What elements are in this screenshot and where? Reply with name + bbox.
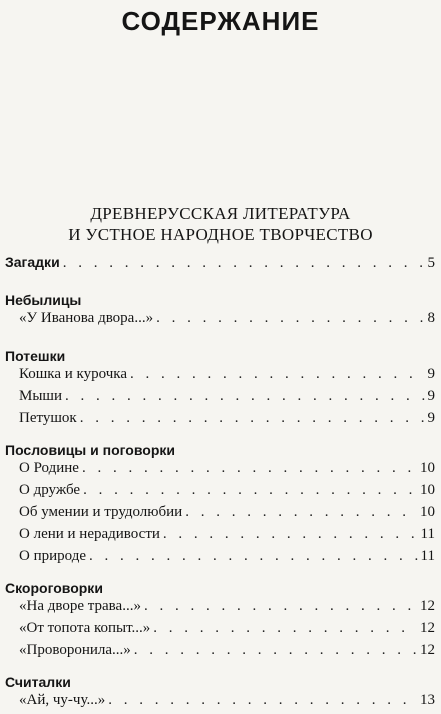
table-of-contents: [5, 254, 435, 714]
toc-group-counting-rhymes: [5, 672, 435, 714]
toc-entry[interactable]: [5, 310, 435, 332]
toc-entry-label: Мыши: [19, 388, 62, 404]
page-number: 9: [427, 366, 435, 382]
dot-leader: [134, 642, 417, 659]
toc-entry-label: О Родине: [19, 460, 79, 476]
toc-heading: Небылицы: [5, 292, 82, 308]
toc-entry[interactable]: [5, 460, 435, 482]
dot-leader: [89, 548, 418, 565]
toc-entry-label: «На дворе трава...»: [19, 598, 141, 614]
toc-entry-label: Петушок: [19, 410, 77, 426]
toc-entry-label: Кошка и курочка: [19, 366, 128, 382]
dot-leader: [130, 366, 424, 383]
toc-entry-label: Об умении и трудолюбии: [19, 504, 183, 520]
toc-entry-label: О лени и нерадивости: [19, 526, 160, 542]
page-number: 10: [420, 460, 435, 476]
toc-entry[interactable]: [5, 388, 435, 410]
page-number: 10: [420, 482, 435, 498]
dot-leader: [82, 460, 417, 477]
toc-group-proverbs: [5, 440, 435, 570]
toc-entry[interactable]: [5, 482, 435, 504]
dot-leader: [185, 504, 417, 521]
toc-entry[interactable]: [5, 410, 435, 432]
dot-leader: [80, 410, 425, 427]
page-number: 9: [427, 388, 435, 404]
page-number: 12: [420, 642, 435, 658]
toc-entry[interactable]: [5, 366, 435, 388]
dot-leader: [156, 310, 424, 327]
toc-entry-label: О дружбе: [19, 482, 81, 498]
toc-heading: Пословицы и поговорки: [5, 442, 175, 458]
toc-entry-label: «У Иванова двора...»: [19, 310, 154, 326]
page-number: 11: [420, 526, 435, 542]
section-title-line-1: ДРЕВНЕРУССКАЯ ЛИТЕРАТУРА: [90, 204, 351, 223]
dot-leader: [65, 388, 425, 405]
toc-heading: Загадки: [5, 254, 60, 270]
dot-leader: [144, 598, 417, 615]
section-title-line-2: И УСТНОЕ НАРОДНОЕ ТВОРЧЕСТВО: [68, 225, 373, 244]
dot-leader: [63, 255, 425, 272]
toc-group-riddles: [5, 254, 435, 276]
page-number: 8: [427, 310, 435, 326]
page-title: СОДЕРЖАНИЕ: [121, 6, 320, 36]
toc-entry-label: О природе: [19, 548, 86, 564]
toc-group-nursery-rhymes: [5, 346, 435, 432]
toc-entry[interactable]: [5, 254, 435, 276]
toc-heading: Потешки: [5, 348, 66, 364]
toc-entry-label: «От топота копыт...»: [19, 620, 151, 636]
dot-leader: [108, 692, 417, 709]
toc-heading: Скороговорки: [5, 580, 103, 596]
toc-entry[interactable]: [5, 620, 435, 642]
toc-entry-label: «Ай, чу-чу...»: [19, 692, 106, 708]
toc-group-nonsense: [5, 290, 435, 332]
page-number: 13: [420, 692, 435, 708]
page-number: 11: [420, 548, 435, 564]
toc-group-tongue-twisters: [5, 578, 435, 664]
toc-entry[interactable]: [5, 548, 435, 570]
toc-heading: Считалки: [5, 674, 71, 690]
toc-entry[interactable]: [5, 642, 435, 664]
toc-entry[interactable]: [5, 504, 435, 526]
dot-leader: [83, 482, 417, 499]
toc-entry-label: «Проворонила...»: [19, 642, 131, 658]
toc-entry[interactable]: [5, 692, 435, 714]
toc-entry[interactable]: [5, 526, 435, 548]
dot-leader: [163, 526, 418, 543]
page-number: 10: [420, 504, 435, 520]
section-title: [0, 203, 441, 245]
dot-leader: [153, 620, 417, 637]
page-number: 9: [427, 410, 435, 426]
toc-entry[interactable]: [5, 598, 435, 620]
page-number: 12: [420, 620, 435, 636]
page-number: 5: [427, 255, 435, 271]
page-number: 12: [420, 598, 435, 614]
